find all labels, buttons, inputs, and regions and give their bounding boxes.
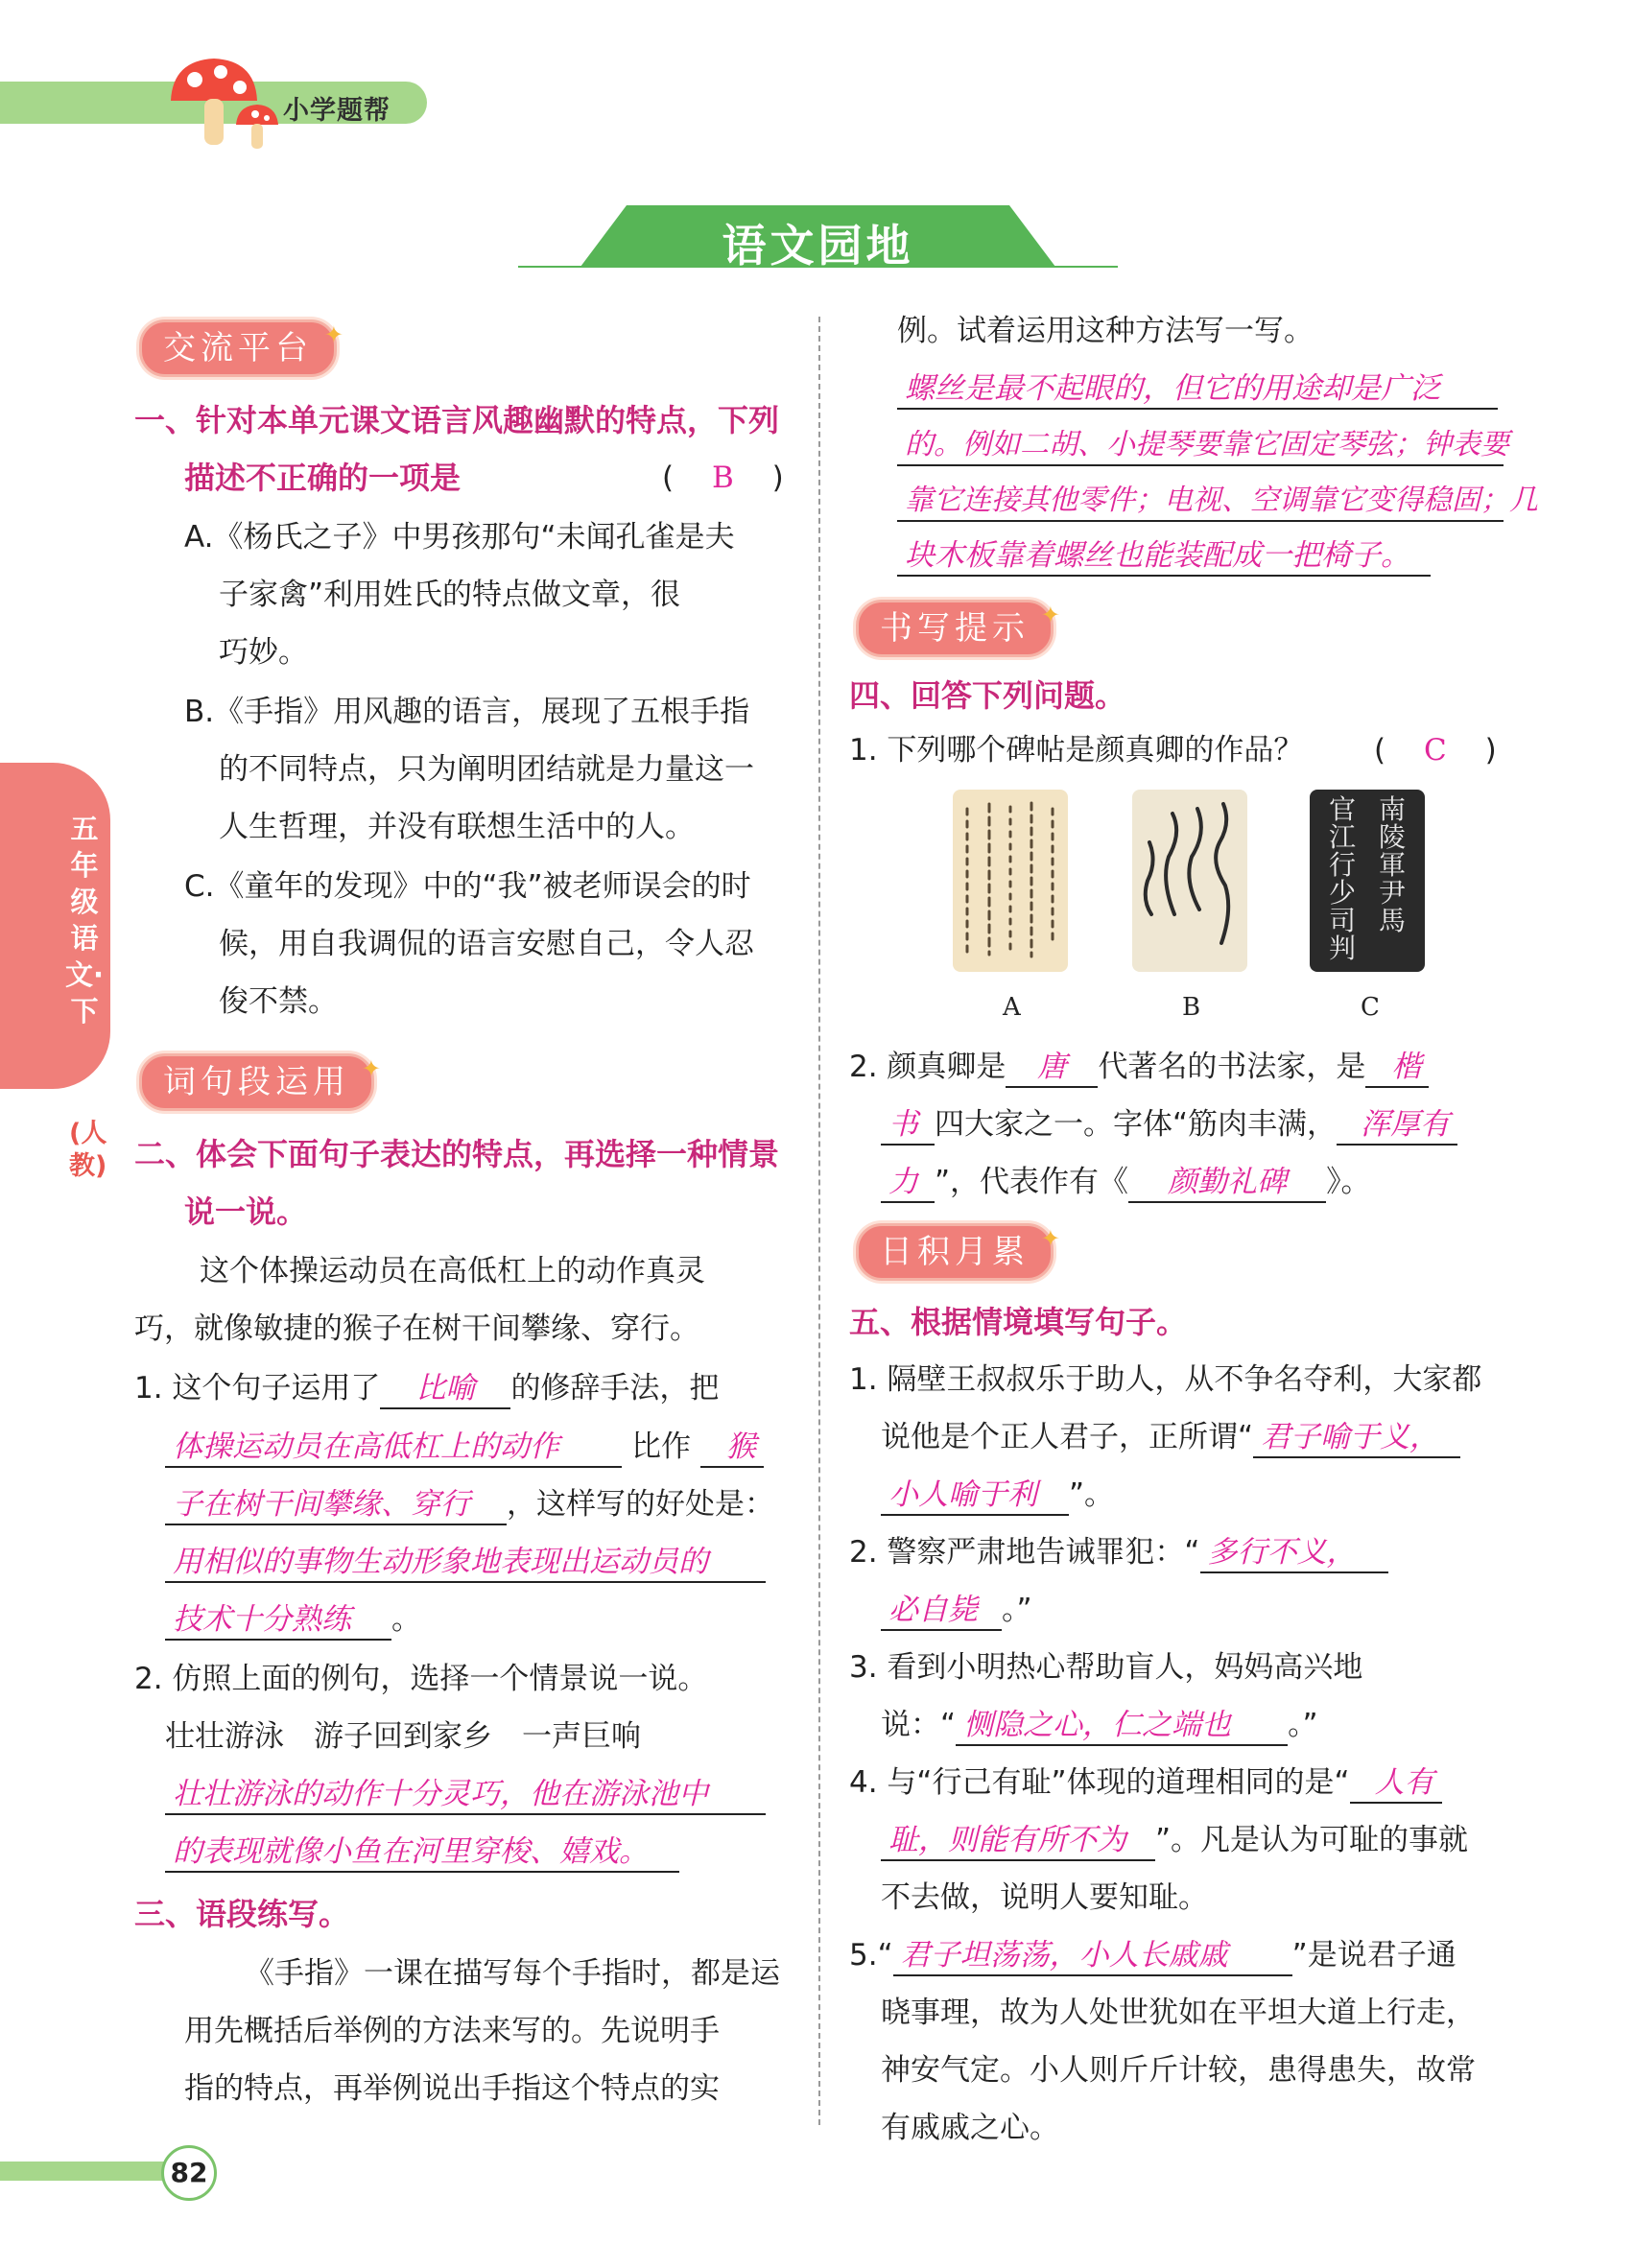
q1-paren bbox=[662, 459, 784, 497]
sentence-line2: 巧，就像敏捷的猴子在树干间攀缘、穿行。 bbox=[134, 1311, 699, 1346]
q3-blank-2: 的。例如二胡、小提琴要靠它固定琴弦；钟表要 bbox=[897, 426, 1504, 466]
calligraphy-b-icon bbox=[1132, 790, 1247, 972]
option-a-line2: 子家禽”利用姓氏的特点做文章，很 bbox=[219, 578, 681, 612]
item1-blank-rhetoric: 比喻 bbox=[380, 1369, 510, 1409]
caption-c: C bbox=[1361, 993, 1380, 1022]
q5-5-line4: 有戚戚之心。 bbox=[881, 2111, 1059, 2145]
q1-line2: 描述不正确的一项是 bbox=[184, 460, 462, 496]
q5-3-blank: 恻隐之心，仁之端也 bbox=[956, 1706, 1288, 1746]
option-b-line1: B.《手指》用风趣的语言，展现了五根手指 bbox=[184, 695, 750, 729]
item1-line2 bbox=[165, 1428, 764, 1468]
q3-answer-line2 bbox=[897, 425, 1509, 466]
section-pill-ciju bbox=[139, 1053, 381, 1111]
q4-heading: 四、回答下列问题。 bbox=[849, 677, 1126, 714]
star-icon: ✦ bbox=[1040, 1225, 1060, 1252]
q5-1-line2 bbox=[881, 1418, 1460, 1458]
q4-2-line3 bbox=[881, 1163, 1371, 1203]
q5-5-pre: 5.“ bbox=[849, 1938, 893, 1973]
item1-line4 bbox=[165, 1543, 766, 1583]
item1-blank-benefit-b: 技术十分熟练 bbox=[165, 1600, 391, 1641]
q1-line1: 一、针对本单元课文语言风趣幽默的特点，下列 bbox=[134, 402, 780, 438]
item1-mid: 的修辞手法，把 bbox=[510, 1371, 720, 1406]
glyph: 南陵 bbox=[1378, 793, 1406, 853]
caption-b: B bbox=[1182, 993, 1201, 1022]
item1-mid2: 比作 bbox=[631, 1429, 691, 1464]
q5-4-line1 bbox=[849, 1763, 1442, 1804]
option-b-line2: 的不同特点，只为阐明团结就是力量这一 bbox=[219, 752, 754, 787]
q5-2-blank-b: 必自毙 bbox=[881, 1591, 1002, 1631]
q3-line1: 《手指》一课在描写每个手指时，都是运 bbox=[245, 1956, 780, 1991]
q5-5-line3: 神安气定。小人则斤斤计较，患得患失，故常 bbox=[881, 2053, 1476, 2088]
item1-blank-object-a: 猴 bbox=[700, 1428, 764, 1468]
calligraphy-a-icon bbox=[953, 790, 1068, 972]
q4-2-blank-style-a: 楷 bbox=[1365, 1048, 1429, 1088]
q4-2-p2: 代著名的书法家，是 bbox=[1098, 1050, 1366, 1084]
q4-2-blank-work: 颜勤礼碑 bbox=[1128, 1163, 1326, 1203]
paren-open: ( bbox=[662, 461, 675, 495]
q2-line1: 二、体会下面句子表达的特点，再选择一种情景 bbox=[134, 1136, 780, 1172]
section-pill-jiaoliu bbox=[139, 319, 343, 377]
q5-heading: 五、根据情境填写句子。 bbox=[849, 1304, 1188, 1340]
star-icon: ✦ bbox=[361, 1055, 381, 1082]
pill-label: 书写提示 bbox=[880, 609, 1030, 648]
q5-2-line2 bbox=[881, 1591, 1032, 1631]
glyph: 官江 bbox=[1328, 793, 1356, 853]
q5-3-line1: 3. 看到小明热心帮助盲人，妈妈高兴地 bbox=[849, 1650, 1363, 1685]
item2-blank-b: 的表现就像小鱼在河里穿梭、嬉戏。 bbox=[165, 1832, 679, 1873]
q3-line3: 指的特点，再举例说出手指这个特点的实 bbox=[184, 2071, 720, 2106]
q4-2-p4: ”，代表作有《 bbox=[935, 1165, 1129, 1199]
glyph: 行少 bbox=[1328, 849, 1356, 909]
q5-4-blank-a: 人有 bbox=[1350, 1763, 1442, 1804]
q4-2-p5: 》。 bbox=[1326, 1165, 1371, 1199]
q5-5-line2: 晓事理，故为人处世犹如在平坦大道上行走， bbox=[881, 1996, 1476, 2030]
q5-1-pre: 说他是个正人君子，正所谓“ bbox=[881, 1420, 1254, 1454]
q4-2-p1: 2. 颜真卿是 bbox=[849, 1050, 1006, 1084]
mushroom-logo-icon bbox=[161, 53, 286, 154]
q4-2-blank-style-b: 书 bbox=[881, 1105, 935, 1146]
q5-2-end: 。” bbox=[1002, 1593, 1032, 1627]
q5-4-blank-b: 耻，则能有所不为 bbox=[881, 1821, 1155, 1861]
item1-blank-object-b: 子在树干间攀缘、穿行 bbox=[165, 1485, 507, 1525]
q5-2-pre: 2. 警察严肃地告诫罪犯：“ bbox=[849, 1535, 1200, 1570]
option-b-line3: 人生哲理，并没有联想生活中的人。 bbox=[219, 810, 695, 844]
column-divider bbox=[818, 317, 820, 2125]
q4-2-p3: 四大家之一。字体“筋肉丰满， bbox=[935, 1107, 1338, 1142]
item1-pre: 1. 这个句子运用了 bbox=[134, 1371, 381, 1406]
q4-2-line2 bbox=[881, 1105, 1457, 1146]
item2-blank-a: 壮壮游泳的动作十分灵巧，他在游泳池中 bbox=[165, 1775, 766, 1815]
item1-end: 。 bbox=[391, 1602, 421, 1637]
paren-close: ) bbox=[771, 461, 784, 495]
q3-answer-line3 bbox=[897, 481, 1538, 522]
q3-answer-line1 bbox=[897, 369, 1498, 410]
item2-answer-line1 bbox=[165, 1775, 766, 1815]
section-pill-riji bbox=[856, 1223, 1060, 1281]
rubbing-image-b bbox=[1132, 790, 1247, 972]
q5-2-blank-a: 多行不义， bbox=[1200, 1533, 1388, 1573]
option-c-line3: 俊不禁。 bbox=[219, 984, 338, 1019]
section-pill-shuxie bbox=[856, 600, 1060, 657]
star-icon: ✦ bbox=[1040, 602, 1060, 628]
q5-2-line1 bbox=[849, 1533, 1388, 1573]
item2-options: 壮壮游泳 游子回到家乡 一声巨响 bbox=[165, 1719, 641, 1754]
q5-4-line3: 不去做，说明人要知耻。 bbox=[881, 1880, 1208, 1915]
item1-line3 bbox=[165, 1485, 774, 1525]
q4-1-paren bbox=[1374, 731, 1497, 769]
rubbing-image-a bbox=[953, 790, 1068, 972]
side-tab-grade: 五年级语文·下 bbox=[64, 813, 105, 1028]
q3-heading: 三、语段练写。 bbox=[134, 1896, 350, 1932]
header-label: 小学题帮 bbox=[283, 96, 391, 126]
q3-answer-line4 bbox=[897, 536, 1431, 577]
option-a-line3: 巧妙。 bbox=[219, 635, 308, 670]
caption-a: A bbox=[1003, 993, 1021, 1022]
q3-blank-1: 螺丝是最不起眼的，但它的用途却是广泛 bbox=[897, 369, 1498, 410]
q5-3-end: 。” bbox=[1288, 1708, 1318, 1742]
q4-1-answer: C bbox=[1423, 733, 1447, 768]
item1-blank-subject: 体操运动员在高低杠上的动作 bbox=[165, 1428, 622, 1468]
q4-2-blank-desc-b: 力 bbox=[881, 1163, 935, 1203]
q4-2-blank-desc-a: 浑厚有 bbox=[1337, 1105, 1457, 1146]
q3-line2: 用先概括后举例的方法来写的。先说明手 bbox=[184, 2014, 720, 2048]
item1-blank-benefit-a: 用相似的事物生动形象地表现出运动员的 bbox=[165, 1543, 766, 1583]
q5-1-line1: 1. 隔壁王叔叔乐于助人，从不争名夺利，大家都 bbox=[849, 1362, 1482, 1397]
side-tab-edition: (人教) bbox=[69, 1119, 107, 1181]
glyph: 軍尹 bbox=[1378, 849, 1406, 909]
pill-label: 交流平台 bbox=[163, 329, 313, 367]
pill-label: 日积月累 bbox=[880, 1233, 1030, 1271]
q4-1: 1. 下列哪个碑帖是颜真卿的作品？ bbox=[849, 733, 1304, 768]
q5-1-blank-b: 小人喻于利 bbox=[881, 1476, 1069, 1516]
item2-answer-line2 bbox=[165, 1832, 679, 1873]
q5-5-blank: 君子坦荡荡，小人长戚戚 bbox=[893, 1936, 1292, 1976]
q5-4-pre: 4. 与“行己有耻”体现的道理相同的是“ bbox=[849, 1765, 1350, 1800]
q5-4-mid: ”。凡是认为可耻的事就 bbox=[1155, 1823, 1469, 1857]
item1-post: ，这样写的好处是： bbox=[507, 1487, 774, 1522]
paren-open: ( bbox=[1374, 733, 1386, 768]
pill-label: 词句段运用 bbox=[163, 1063, 350, 1101]
q3-blank-3: 靠它连接其他零件；电视、空调靠它变得稳固；几 bbox=[897, 482, 1504, 522]
item1-line1 bbox=[134, 1369, 719, 1409]
q3-line4: 例。试着运用这种方法写一写。 bbox=[897, 314, 1314, 348]
q5-4-line2 bbox=[881, 1821, 1468, 1861]
q5-5-line1 bbox=[849, 1936, 1456, 1976]
q3-blank-4: 块木板靠着螺丝也能装配成一把椅子。 bbox=[897, 536, 1431, 577]
option-c-line1: C.《童年的发现》中的“我”被老师误会的时 bbox=[184, 869, 751, 904]
q4-2-blank-dynasty: 唐 bbox=[1006, 1048, 1098, 1088]
q2-line2: 说一说。 bbox=[184, 1193, 308, 1230]
q5-3-line2 bbox=[881, 1706, 1318, 1746]
q5-1-line3 bbox=[881, 1476, 1114, 1516]
glyph: 司判 bbox=[1328, 905, 1356, 964]
star-icon: ✦ bbox=[323, 321, 343, 348]
q1-answer: B bbox=[711, 461, 734, 495]
rubbing-image-c bbox=[1310, 790, 1425, 972]
page-number: 82 bbox=[161, 2145, 217, 2201]
option-c-line2: 候，用自我调侃的语言安慰自己，令人忍 bbox=[219, 927, 754, 961]
q5-3-pre: 说：“ bbox=[881, 1708, 957, 1742]
item2-line1: 2. 仿照上面的例句，选择一个情景说一说。 bbox=[134, 1662, 708, 1696]
q4-2-line1 bbox=[849, 1048, 1429, 1088]
page-title: 语文园地 bbox=[722, 220, 914, 272]
item1-line5 bbox=[165, 1600, 421, 1641]
option-a-line1: A.《杨氏之子》中男孩那句“未闻孔雀是夫 bbox=[184, 520, 735, 555]
glyph: 馬 bbox=[1378, 905, 1406, 936]
q5-5-mid: ”是说君子通 bbox=[1291, 1938, 1456, 1973]
q5-1-blank-a: 君子喻于义， bbox=[1253, 1418, 1460, 1458]
q5-1-end: ”。 bbox=[1069, 1477, 1115, 1512]
sentence-line1: 这个体操运动员在高低杠上的动作真灵 bbox=[200, 1254, 705, 1288]
paren-close: ) bbox=[1484, 733, 1497, 768]
